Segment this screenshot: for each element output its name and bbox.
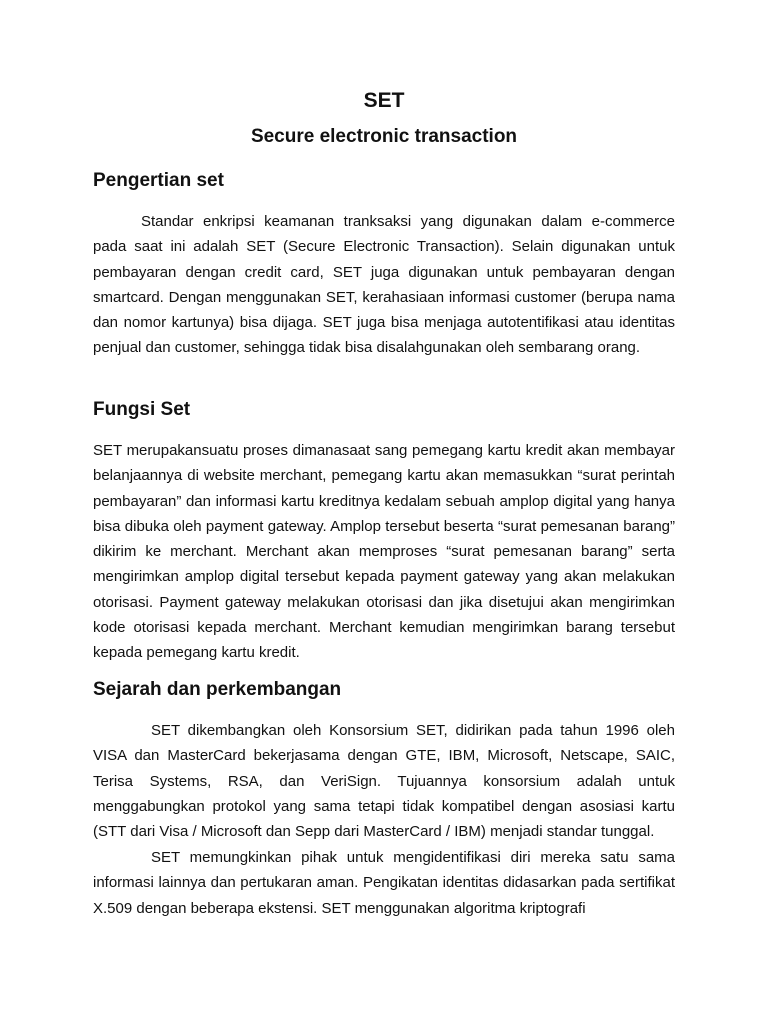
paragraph-sejarah-2: SET memungkinkan pihak untuk mengidentifikasi diri mereka satu sama informasi lainnya dan pertukaran aman. Pengikatan identitas didasarkan pada sertifikat X.509 dengan beberapa ekstensi. SET menggunakan algoritma kriptografi [93, 849, 675, 917]
section-heading-sejarah: Sejarah dan perkembangan [93, 679, 342, 700]
paragraph-sejarah-1: SET dikembangkan oleh Konsorsium SET, didirikan pada tahun 1996 oleh VISA dan MasterCard bekerjasama dengan GTE, IBM, Microsoft, Netscape, SAIC, Terisa Systems, RSA, dan VeriSign. Tujuannya konsorsium adalah untuk menggabungkan protokol yang sama tetapi tidak kompatibel dengan asosiasi kartu (STT dari Visa / Microsoft dan Sepp dari MasterCard / IBM) menjadi standar tunggal. [93, 722, 675, 841]
paragraph-pengertian: Standar enkripsi keamanan tranksaksi yang digunakan dalam e-commerce pada saat ini adalah SET (Secure Electronic Transaction). Selain digunakan untuk pembayaran dengan credit card, SET juga digunakan untuk pembayaran dengan smartcard. Dengan menggunakan SET, kerahasiaan informasi customer (berupa nama dan nomor kartunya) bisa dijaga. SET juga bisa menjaga autotentifikasi atau identitas penjual dan customer, sehingga tidak bisa disalahgunakan oleh sembarang orang. [93, 213, 675, 357]
section-heading-pengertian: Pengertian set [93, 170, 224, 191]
section-heading-fungsi: Fungsi Set [93, 399, 191, 420]
document-subtitle: Secure electronic transaction [250, 126, 518, 147]
document-title: SET [363, 89, 405, 112]
paragraph-fungsi: SET merupakansuatu proses dimanasaat sang pemegang kartu kredit akan membayar belanjaannya di website merchant, pemegang kartu akan memasukkan “surat perintah pembayaran” dan informasi kartu kreditnya kedalam sebuah amplop digital yang hanya bisa dibuka oleh payment gateway. Amplop tersebut beserta “surat pemesanan barang” dikirim ke merchant. Merchant akan memproses “surat pemesanan barang” serta mengirimkan amplop digital tersebut kepada payment gateway yang akan melakukan otorisasi. Payment gateway melakukan otorisasi dan jika disetujui akan mengirimkan kode otorisasi kepada merchant. Merchant kemudian mengirimkan barang tersebut kepada pemegang kartu kredit. [93, 442, 675, 662]
